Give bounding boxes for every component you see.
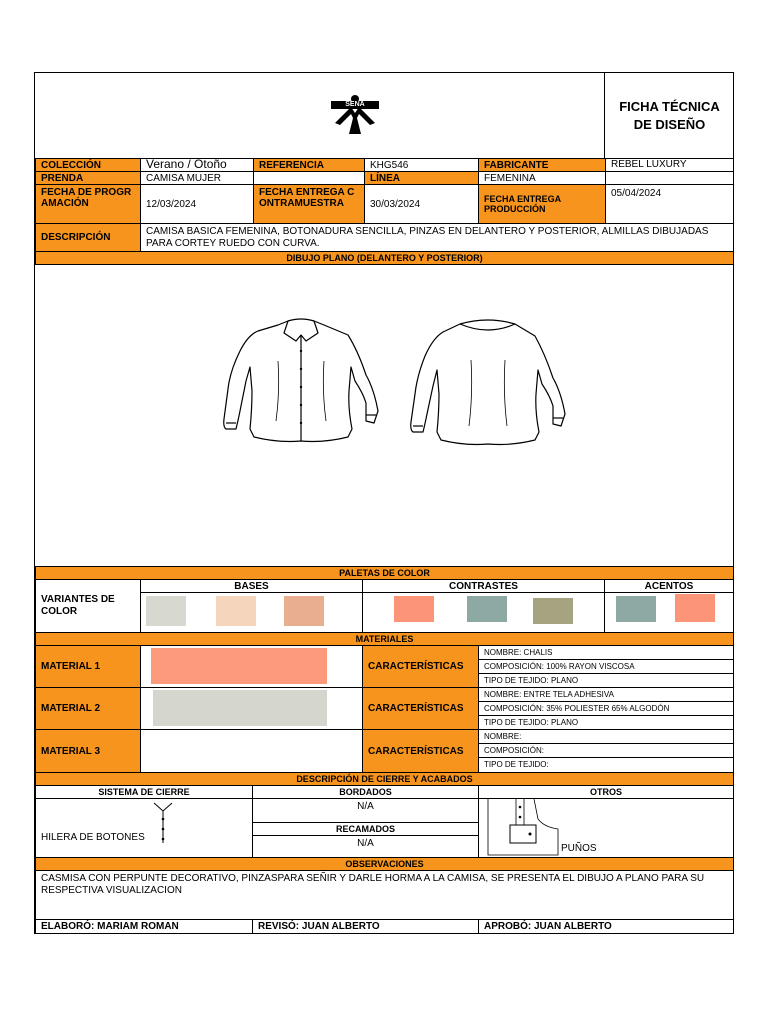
- material-2-composicion: COMPOSICIÓN: 35% POLIESTER 65% ALGODÓN: [478, 701, 734, 716]
- elaboro-signature: ELABORÓ: MARIAM ROMAN: [35, 919, 253, 934]
- bordados-header: BORDADOS: [252, 785, 479, 799]
- header-logo-area: [35, 73, 605, 158]
- otros-header: OTROS: [478, 785, 734, 799]
- prenda-value: CAMISA MUJER: [140, 171, 254, 185]
- material-3-nombre: NOMBRE:: [478, 729, 734, 744]
- referencia-value: KHG546: [364, 158, 479, 172]
- sistema-cierre-header: SISTEMA DE CIERRE: [35, 785, 253, 799]
- material-2-swatch: [153, 690, 327, 726]
- acento-swatch-1: [616, 596, 656, 622]
- fecha-produccion-label: FECHA ENTREGA PRODUCCIÓN: [478, 184, 606, 224]
- referencia-label: REFERENCIA: [253, 158, 365, 172]
- descripcion-label: DESCRIPCIÓN: [35, 223, 141, 252]
- material-2-nombre: NOMBRE: ENTRE TELA ADHESIVA: [478, 687, 734, 702]
- title-line-2: DE DISEÑO: [633, 116, 706, 132]
- material-2-label: MATERIAL 2: [35, 687, 141, 730]
- drawing-section-title: DIBUJO PLANO (DELANTERO Y POSTERIOR): [35, 251, 734, 265]
- material-1-composicion: COMPOSICIÓN: 100% RAYON VISCOSA: [478, 659, 734, 674]
- bases-header: BASES: [140, 579, 363, 593]
- fecha-contramuestra-label: FECHA ENTREGA CONTRAMUESTRA: [253, 184, 365, 224]
- material-1-caracteristicas: CARACTERÍSTICAS: [362, 645, 479, 688]
- fecha-contramuestra-value: 30/03/2024: [364, 184, 479, 224]
- acentos-swatches: [604, 592, 734, 633]
- otros-value: PUÑOS: [561, 843, 597, 854]
- cuff-icon: [484, 799, 562, 857]
- base-swatch-2: [216, 596, 256, 626]
- coleccion-label: COLECCIÓN: [35, 158, 141, 172]
- palette-section-title: PALETAS DE COLOR: [35, 566, 734, 580]
- flat-drawing-area: [35, 264, 734, 566]
- prenda-spacer: [253, 171, 365, 185]
- material-3-label: MATERIAL 3: [35, 729, 141, 773]
- material-3-swatch-cell: [140, 729, 363, 773]
- prenda-label: PRENDA: [35, 171, 141, 185]
- material-1-label: MATERIAL 1: [35, 645, 141, 688]
- contraste-swatch-2: [467, 596, 507, 622]
- recamados-value: N/A: [252, 835, 479, 858]
- closures-section-title: DESCRIPCIÓN DE CIERRE Y ACABADOS: [35, 772, 734, 786]
- descripcion-value: CAMISA BASICA FEMENINA, BOTONADURA SENCILLA, PINZAS EN DELANTERO Y POSTERIOR, ALMILLAS DIBUJADAS PARA CORTEY RUEDO CON CURVA.: [140, 223, 734, 252]
- title-line-1: FICHA TÉCNICA: [619, 98, 720, 114]
- sena-logo-text: SENA: [331, 101, 379, 109]
- coleccion-value: Verano / Otoño: [140, 158, 254, 172]
- fecha-produccion-value: 05/04/2024: [605, 184, 734, 224]
- bordados-value: N/A: [252, 798, 479, 823]
- document-title: [605, 73, 734, 158]
- contrastes-swatches: [362, 592, 605, 633]
- contrastes-header: CONTRASTES: [362, 579, 605, 593]
- observaciones-text: CASMISA CON PERPUNTE DECORATIVO, PINZASPARA SEÑIR Y DARLE HORMA A LA CAMISA, SE PRESENTA EL DIBUJO A PLANO PARA SU RESPECTIVA VISUALIZACION: [35, 870, 734, 920]
- material-1-nombre: NOMBRE: CHALIS: [478, 645, 734, 660]
- linea-spacer: [605, 171, 734, 185]
- acento-swatch-2: [675, 594, 715, 622]
- linea-label: LÍNEA: [364, 171, 479, 185]
- sistema-cierre-value: HILERA DE BOTONES: [41, 832, 145, 843]
- material-1-swatch: [151, 648, 327, 684]
- fabricante-value: REBEL LUXURY: [605, 158, 734, 172]
- material-2-tipo: TIPO DE TEJIDO: PLANO: [478, 715, 734, 730]
- material-1-tipo: TIPO DE TEJIDO: PLANO: [478, 673, 734, 688]
- reviso-signature: REVISÓ: JUAN ALBERTO: [252, 919, 479, 934]
- base-swatch-3: [284, 596, 324, 626]
- contraste-swatch-3: [533, 598, 573, 624]
- aprobo-signature: APROBÓ: JUAN ALBERTO: [478, 919, 734, 934]
- sistema-cierre-cell: [35, 798, 253, 858]
- fecha-programacion-label: FECHA DE PROGRAMACIÓN: [35, 184, 141, 224]
- tech-sheet: [34, 72, 734, 934]
- otros-cell: [478, 798, 734, 858]
- recamados-header: RECAMADOS: [252, 822, 479, 836]
- variantes-label: VARIANTES DE COLOR: [35, 579, 141, 633]
- shirt-front-icon: [218, 311, 383, 446]
- fabricante-label: FABRICANTE: [478, 158, 606, 172]
- acentos-header: ACENTOS: [604, 579, 734, 593]
- material-3-tipo: TIPO DE TEJIDO:: [478, 757, 734, 773]
- material-1-swatch-cell: [140, 645, 363, 688]
- materials-section-title: MATERIALES: [35, 632, 734, 646]
- button-placket-icon: [151, 801, 175, 843]
- material-2-caracteristicas: CARACTERÍSTICAS: [362, 687, 479, 730]
- bases-swatches: [140, 592, 363, 633]
- sena-logo: [331, 93, 379, 135]
- shirt-back-icon: [405, 314, 570, 449]
- contraste-swatch-1: [394, 596, 434, 622]
- observaciones-section-title: OBSERVACIONES: [35, 857, 734, 871]
- material-3-composicion: COMPOSICIÓN:: [478, 743, 734, 758]
- material-2-swatch-cell: [140, 687, 363, 730]
- material-3-caracteristicas: CARACTERÍSTICAS: [362, 729, 479, 773]
- fecha-programacion-value: 12/03/2024: [140, 184, 254, 224]
- linea-value: FEMENINA: [478, 171, 606, 185]
- base-swatch-1: [146, 596, 186, 626]
